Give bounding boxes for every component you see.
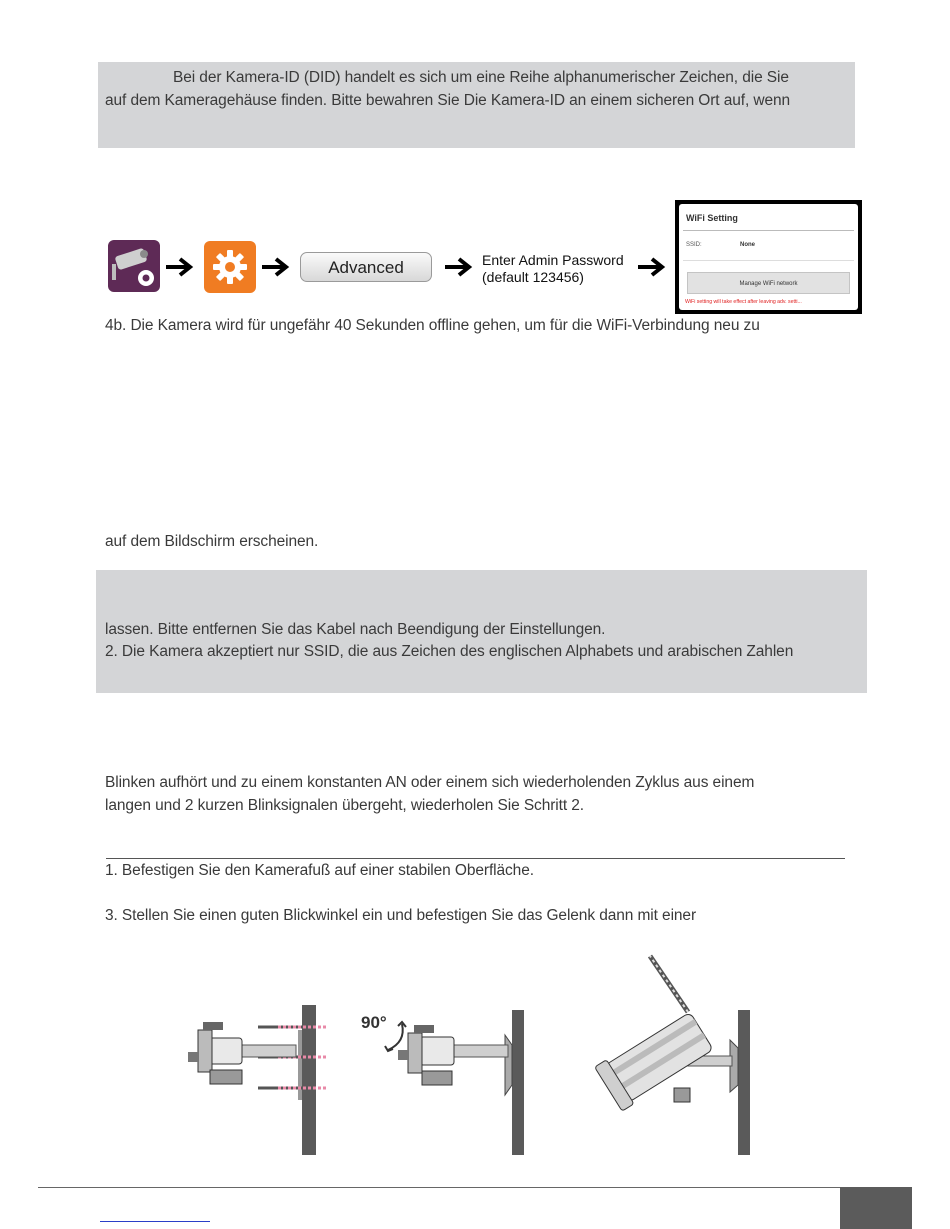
wifi-setting-screenshot [675,200,862,314]
blink-line2: langen und 2 kurzen Blinksignalen übergeht, wiederholen Sie Schritt 2. [105,797,584,814]
divider [683,230,854,231]
mounting-illustration-camera [570,950,760,1155]
screen-appear-text: auf dem Bildschirm erscheinen. [105,533,319,550]
footer-link-underline[interactable] [100,1221,210,1222]
footer-rule [38,1187,840,1188]
divider [683,260,854,261]
ssid-value: None [740,242,755,248]
ssid-label: SSID: [686,242,702,248]
mounting-illustration-angle [380,1005,530,1155]
advanced-button[interactable]: Advanced [300,252,432,282]
arrow-right-icon [260,256,292,278]
note1-line2: auf dem Kameragehäuse finden. Bitte bewahren Sie Die Kamera-ID an einem sicheren Ort auf, wenn [105,92,791,109]
wifi-setting-panel [679,204,858,310]
wifi-warning-text: WiFi setting will take effect after leaving adv. setti... [685,299,802,305]
mount-step-3: 3. Stellen Sie einen guten Blickwinkel ein und befestigen Sie das Gelenk dann mit einer [105,907,697,924]
note1-line1: Bei der Kamera-ID (DID) handelt es sich um eine Reihe alphanumerischer Zeichen, die Sie [173,69,789,86]
step-4b-text: 4b. Die Kamera wird für ungefähr 40 Sekunden offline gehen, um für die WiFi-Verbindung neu zu [105,317,760,334]
wifi-setting-title: WiFi Setting [686,213,738,223]
admin-password-hint [482,252,624,286]
arrow-right-icon [636,256,668,278]
admin-password-line1: Enter Admin Password [482,252,624,268]
section-divider [106,858,845,859]
admin-password-line2: (default 123456) [482,269,584,285]
manage-wifi-button[interactable]: Manage WiFi network [687,272,850,294]
angle-90-label: 90° [361,1013,387,1032]
blink-line1: Blinken aufhört und zu einem konstanten AN oder einem sich wiederholenden Zyklus aus einem [105,774,755,791]
page-number-tab [840,1187,912,1229]
arrow-right-icon [164,256,196,278]
note2-line2: 2. Die Kamera akzeptiert nur SSID, die aus Zeichen des englischen Alphabets und arabischen Zahlen [105,643,794,660]
arrow-right-icon [443,256,475,278]
camera-settings-app-icon [108,240,160,292]
note2-line1: lassen. Bitte entfernen Sie das Kabel nach Beendigung der Einstellungen. [105,621,606,638]
mounting-illustration-screws [148,1000,338,1155]
settings-gear-icon [204,241,256,293]
mount-step-1: 1. Befestigen Sie den Kamerafuß auf einer stabilen Oberfläche. [105,862,534,879]
